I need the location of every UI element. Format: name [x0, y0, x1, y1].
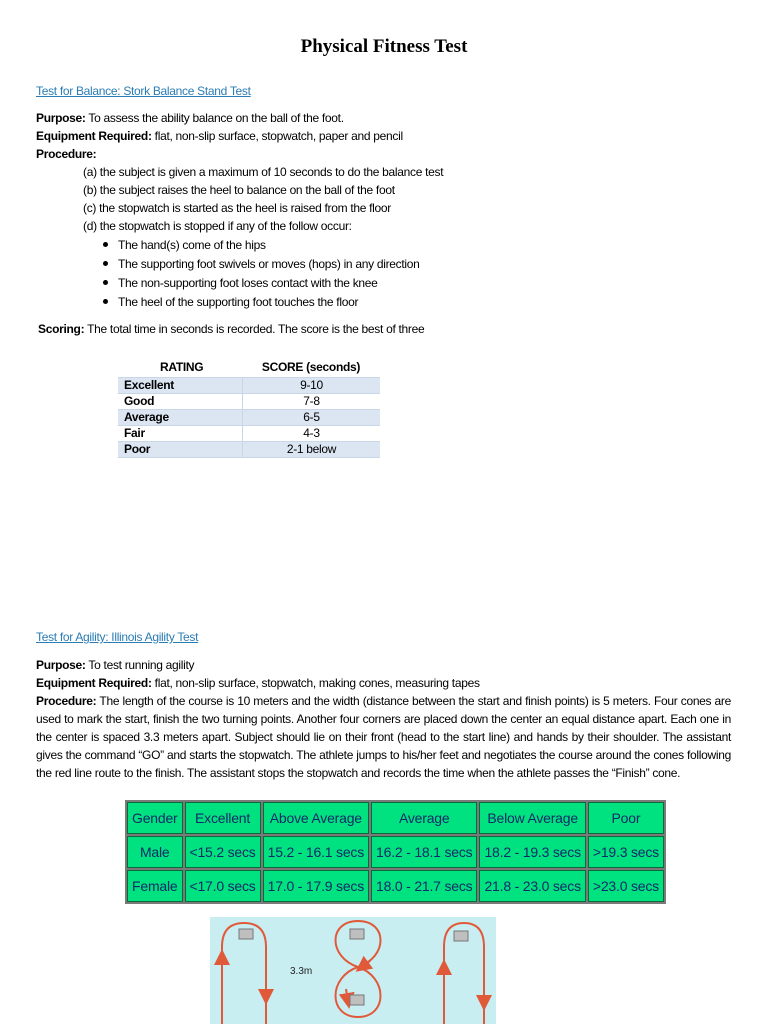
- course-route-svg: [210, 917, 496, 1024]
- table-row: [118, 409, 380, 425]
- cone-icon: [239, 929, 253, 939]
- bullet-item: [103, 238, 266, 252]
- balance-rating-table: [118, 360, 380, 458]
- bullet-icon: [103, 242, 108, 247]
- table-cell: 17.0 - 17.9 secs: [263, 870, 369, 902]
- table-header-cell: SCORE (seconds): [261, 360, 361, 374]
- table-header-row: [118, 360, 380, 377]
- rating-cell: Fair: [124, 426, 145, 440]
- purpose-text: To test running agility: [85, 658, 195, 672]
- equipment-text: flat, non-slip surface, stopwatch, paper and pencil: [151, 129, 403, 143]
- table-row: [118, 441, 380, 458]
- score-cell: 6-5: [242, 410, 380, 425]
- table-header-cell: Above Average: [263, 802, 369, 834]
- agility-norms-table: [125, 800, 666, 904]
- table-header-cell: Average: [371, 802, 477, 834]
- procedure-text: The length of the course is 10 meters and the width (distance between the start and finish points) is 5 meters. Four cones are used to mark the start, finish the two turning points. Another four corners are placed down the center an equal distance apart. Each one in the center is spaced 3.3 meters apart. Subject should lie on their front (head to the start line) and hands by their shoulder. The assistant gives the command “GO” and starts the stopwatch. The athlete jumps to his/her feet and negotiates the course around the cones following the red line route to the finish. The assistant stops the stopwatch and records the time when the athlete passes the “Finish” cone.: [36, 694, 731, 780]
- table-header-cell: Poor: [588, 802, 664, 834]
- score-cell: 4-3: [242, 426, 380, 441]
- table-header-cell: RATING: [160, 360, 204, 374]
- table-header-cell: Gender: [127, 802, 183, 834]
- bullet-item: [103, 295, 358, 309]
- route-arrow: [346, 989, 348, 1001]
- table-cell: 18.0 - 21.7 secs: [371, 870, 477, 902]
- procedure-step: (b) the subject raises the heel to balance on the ball of the foot: [83, 183, 395, 197]
- bullet-icon: [103, 261, 108, 266]
- rating-cell: Poor: [124, 442, 151, 456]
- bullet-text: The supporting foot swivels or moves (hops) in any direction: [118, 257, 420, 271]
- page-title: Physical Fitness Test: [300, 36, 468, 57]
- equipment-label: Equipment Required:: [36, 676, 152, 690]
- agility-equipment: [36, 676, 480, 690]
- scoring-text: The total time in seconds is recorded. The score is the best of three: [84, 322, 425, 336]
- table-cell: Female: [127, 870, 183, 902]
- equipment-text: flat, non-slip surface, stopwatch, making cones, measuring tapes: [151, 676, 480, 690]
- purpose-label: Purpose:: [36, 658, 86, 672]
- balance-procedure-label: [36, 147, 96, 161]
- table-cell: >23.0 secs: [588, 870, 664, 902]
- agility-test-heading[interactable]: Test for Agility: Illinois Agility Test: [36, 630, 199, 644]
- table-row: [118, 425, 380, 441]
- table-cell: <17.0 secs: [185, 870, 261, 902]
- bullet-item: [103, 257, 419, 271]
- table-cell: 15.2 - 16.1 secs: [263, 836, 369, 868]
- cone-icon: [350, 929, 364, 939]
- table-cell: >19.3 secs: [588, 836, 664, 868]
- table-cell: <15.2 secs: [185, 836, 261, 868]
- rating-cell: Excellent: [124, 378, 174, 392]
- purpose-text: To assess the ability balance on the ball of the foot.: [85, 111, 344, 125]
- bullet-item: [103, 276, 378, 290]
- purpose-label: Purpose:: [36, 111, 86, 125]
- table-cell: 21.8 - 23.0 secs: [479, 870, 585, 902]
- score-cell: 7-8: [242, 394, 380, 409]
- scoring-label: Scoring:: [38, 322, 85, 336]
- score-cell: 2-1 below: [242, 442, 380, 457]
- balance-purpose: [36, 111, 344, 125]
- bullet-icon: [103, 280, 108, 285]
- bullet-text: The heel of the supporting foot touches the floor: [118, 295, 359, 309]
- procedure-label: Procedure:: [36, 694, 97, 708]
- bullet-icon: [103, 299, 108, 304]
- table-header-cell: Below Average: [479, 802, 585, 834]
- rating-cell: Good: [124, 394, 155, 408]
- cone-icon: [350, 995, 364, 1005]
- table-cell: Male: [127, 836, 183, 868]
- table-row: [118, 393, 380, 409]
- rating-cell: Average: [124, 410, 169, 424]
- procedure-step: (d) the stopwatch is stopped if any of the follow occur:: [83, 219, 352, 233]
- procedure-step: (a) the subject is given a maximum of 10 seconds to do the balance test: [83, 165, 444, 179]
- distance-label: 3.3m: [290, 966, 313, 977]
- balance-test-heading[interactable]: Test for Balance: Stork Balance Stand Test: [36, 84, 251, 98]
- table-cell: 16.2 - 18.1 secs: [371, 836, 477, 868]
- table-row: [118, 377, 380, 393]
- balance-scoring: [38, 322, 424, 336]
- cone-icon: [454, 931, 468, 941]
- equipment-label: Equipment Required:: [36, 129, 152, 143]
- agility-course-diagram: [210, 917, 496, 1024]
- agility-purpose: [36, 658, 194, 672]
- balance-equipment: [36, 129, 403, 143]
- table-header-cell: Excellent: [185, 802, 261, 834]
- table-row: [127, 870, 664, 902]
- score-cell: 9-10: [242, 378, 380, 393]
- bullet-text: The non-supporting foot loses contact with the knee: [118, 276, 378, 290]
- table-header-row: [127, 802, 664, 834]
- table-row: [127, 836, 664, 868]
- procedure-label: Procedure:: [36, 147, 97, 161]
- procedure-step: (c) the stopwatch is started as the heel is raised from the floor: [83, 201, 391, 215]
- table-cell: 18.2 - 19.3 secs: [479, 836, 585, 868]
- agility-procedure: [36, 692, 731, 782]
- bullet-text: The hand(s) come of the hips: [118, 238, 266, 252]
